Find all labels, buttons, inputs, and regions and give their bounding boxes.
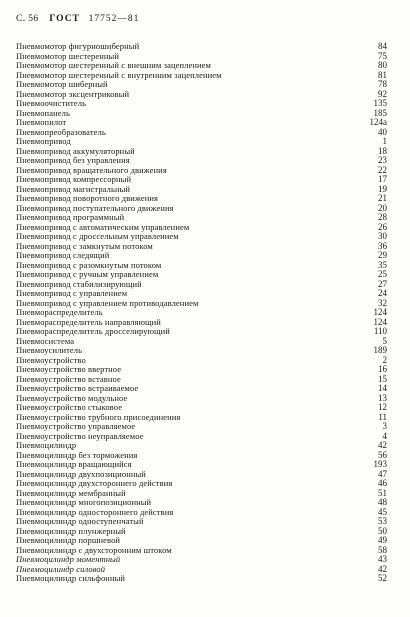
index-term-number: 3	[382, 421, 387, 431]
index-term: Пневмопривод следящий	[16, 250, 110, 260]
index-term: Пневмоцилиндр моментный	[16, 554, 121, 564]
index-term: Пневмосистема	[16, 335, 75, 346]
index-term-number: 21	[378, 193, 387, 203]
index-term-number: 185	[373, 107, 387, 118]
index-term-number: 32	[378, 297, 387, 308]
index-term-number: 48	[378, 497, 387, 507]
index-term: Пневмоцилиндр двухстороннего действия	[16, 478, 173, 488]
index-term: Пневмоустройство трубного присоединения	[16, 411, 181, 422]
index-term: Пневмоустройство управляемое	[16, 421, 136, 431]
index-term-number: 14	[378, 383, 387, 393]
index-entry	[16, 128, 387, 138]
index-term-number: 47	[378, 468, 387, 479]
index-term-number: 16	[378, 364, 387, 374]
index-term-number: 50	[378, 525, 387, 536]
index-term: Пневмопривод магистральный	[16, 183, 131, 194]
index-term: Пневмоцилиндр без торможения	[16, 449, 138, 460]
index-term: Пневмоустройство модульное	[16, 392, 128, 403]
index-term-number: 135	[373, 98, 387, 108]
index-term-number: 45	[378, 506, 387, 517]
index-term-number: 42	[378, 440, 387, 450]
index-term-number: 40	[378, 126, 387, 137]
index-term-number: 92	[378, 88, 387, 99]
index-term-number: 1	[382, 136, 387, 146]
index-term: Пневмоочиститель	[16, 98, 87, 108]
index-term: Пневмопривод без управления	[16, 155, 130, 165]
index-term-number: 26	[378, 221, 387, 232]
page-number: С. 56	[16, 14, 39, 24]
index-term: Пневмопривод с управлением противодавлением	[16, 297, 199, 308]
index-term-number: 24	[378, 288, 387, 298]
index-term-number: 36	[378, 240, 387, 251]
index-list	[16, 42, 387, 584]
index-term: Пневмопривод с замкнутым потоком	[16, 240, 153, 251]
index-term: Пневмоусилитель	[16, 345, 83, 355]
index-term-number: 18	[378, 145, 387, 156]
index-term: Пневмопривод вращательного движения	[16, 164, 167, 175]
index-term: Пневмопривод аккумуляторный	[16, 145, 135, 156]
index-term: Пневмопривод с автоматическим управлением	[16, 221, 190, 232]
index-term-number: 52	[378, 573, 387, 583]
index-term-number: 28	[378, 212, 387, 222]
index-term-number: 17	[378, 174, 387, 184]
index-term-number: 53	[378, 516, 387, 526]
index-term-number: 124	[373, 307, 387, 317]
index-term: Пневмомотор шестеренный	[16, 50, 120, 61]
index-term-number: 46	[378, 478, 387, 488]
standard-number: 17752—81	[88, 14, 140, 24]
index-term: Пневмопривод поворотного движения	[16, 193, 158, 203]
index-term: Пневмоцилиндр сильфонный	[16, 573, 126, 583]
index-term-number: 124	[373, 316, 387, 327]
index-term-number: 75	[378, 50, 387, 61]
index-term: Пневмоцилиндр	[16, 440, 77, 450]
index-term-number: 58	[378, 544, 387, 555]
index-term: Пневмопривод с разомкнутым потоком	[16, 259, 162, 270]
index-term-number: 78	[378, 79, 387, 89]
index-term: Пневмопривод программный	[16, 212, 125, 222]
index-term-number: 35	[378, 259, 387, 270]
index-term: Пневмоцилиндр вращающийся	[16, 459, 132, 469]
index-term: Пневмомотор шестеренный с внешним зацеплением	[16, 60, 211, 70]
index-term: Пневмоустройство	[16, 354, 86, 365]
index-term: Пневмоустройство ввертное	[16, 364, 122, 374]
index-term-number: 20	[378, 202, 387, 213]
index-term-number: 29	[378, 250, 387, 260]
index-term-number: 2	[382, 354, 387, 365]
index-term: Пневмоцилиндр силовой	[16, 563, 106, 574]
index-entry	[16, 99, 387, 109]
index-term: Пневмоцилиндр мембранный	[16, 487, 126, 498]
index-term-number: 5	[382, 335, 387, 346]
index-term: Пневмоцилиндр многопозиционный	[16, 497, 152, 507]
index-term: Пневмопилот	[16, 117, 67, 127]
index-term-number: 11	[378, 411, 387, 422]
index-term-number: 124а	[369, 117, 387, 127]
index-term: Пневмоцилиндр поршневой	[16, 535, 121, 545]
index-term-number: 25	[378, 269, 387, 279]
index-term-number: 15	[378, 373, 387, 384]
index-term-number: 110	[373, 326, 387, 336]
index-term: Пневмопреобразователь	[16, 126, 106, 137]
index-term-number: 19	[378, 183, 387, 194]
index-term: Пневмопривод с управлением	[16, 288, 128, 298]
index-entry	[16, 109, 387, 119]
index-term: Пневмомотор фигурношиберный	[16, 41, 140, 51]
index-term: Пневмопанель	[16, 107, 70, 118]
index-term: Пневмораспределитель направляющий	[16, 316, 161, 327]
index-term: Пневмоустройство стыковое	[16, 402, 123, 412]
index-term-number: 193	[373, 459, 387, 469]
index-term: Пневмопривод с ручным управлением	[16, 269, 159, 279]
gost-label: ГОСТ	[49, 14, 80, 24]
index-term: Пневмопривод стабилизирующий	[16, 278, 142, 289]
index-term-number: 189	[373, 345, 387, 355]
index-term-number: 49	[378, 535, 387, 545]
index-term: Пневмоцилиндр двухпозиционный	[16, 468, 146, 479]
index-term-number: 43	[378, 554, 387, 564]
index-term: Пневмораспределитель дросселирующий	[16, 326, 170, 336]
index-term: Пневмомотор шестеренный с внутренним зацеплением	[16, 69, 222, 80]
index-term-number: 80	[378, 60, 387, 70]
index-term: Пневмомотор шиберный	[16, 79, 108, 89]
index-term: Пневмоустройство неуправляемое	[16, 430, 144, 441]
index-term-number: 22	[378, 164, 387, 175]
index-term-number: 42	[378, 563, 387, 574]
index-term-number: 56	[378, 449, 387, 460]
index-term: Пневмоустройство встраиваемое	[16, 383, 139, 393]
index-term: Пневмоустройство вставное	[16, 373, 121, 384]
index-term-number: 4	[382, 430, 387, 441]
index-term-number: 84	[378, 41, 387, 51]
index-term: Пневмоцилиндр плунжерный	[16, 525, 126, 536]
index-term: Пневмопривод компрессорный	[16, 174, 132, 184]
index-term: Пневмоцилиндр одностороннего действия	[16, 506, 174, 517]
index-term-number: 81	[378, 69, 387, 80]
index-term-number: 51	[378, 487, 387, 498]
index-term: Пневмопривод с дроссельным управлением	[16, 231, 179, 241]
index-term: Пневмопривод	[16, 136, 71, 146]
index-term-number: 27	[378, 278, 387, 289]
index-term: Пневмораспределитель	[16, 307, 103, 317]
page-header	[16, 14, 139, 24]
index-term-number: 23	[378, 155, 387, 165]
index-term: Пневмомотор эксцентриковый	[16, 88, 130, 99]
index-term-number: 12	[378, 402, 387, 412]
index-entry	[16, 574, 387, 584]
index-term-number: 30	[378, 231, 387, 241]
index-term-number: 13	[378, 392, 387, 403]
index-term: Пневмоцилиндр одноступенчатый	[16, 516, 144, 526]
index-term: Пневмоцилиндр с двухсторонним штоком	[16, 544, 172, 555]
index-term: Пневмопривод поступательного движения	[16, 202, 174, 213]
